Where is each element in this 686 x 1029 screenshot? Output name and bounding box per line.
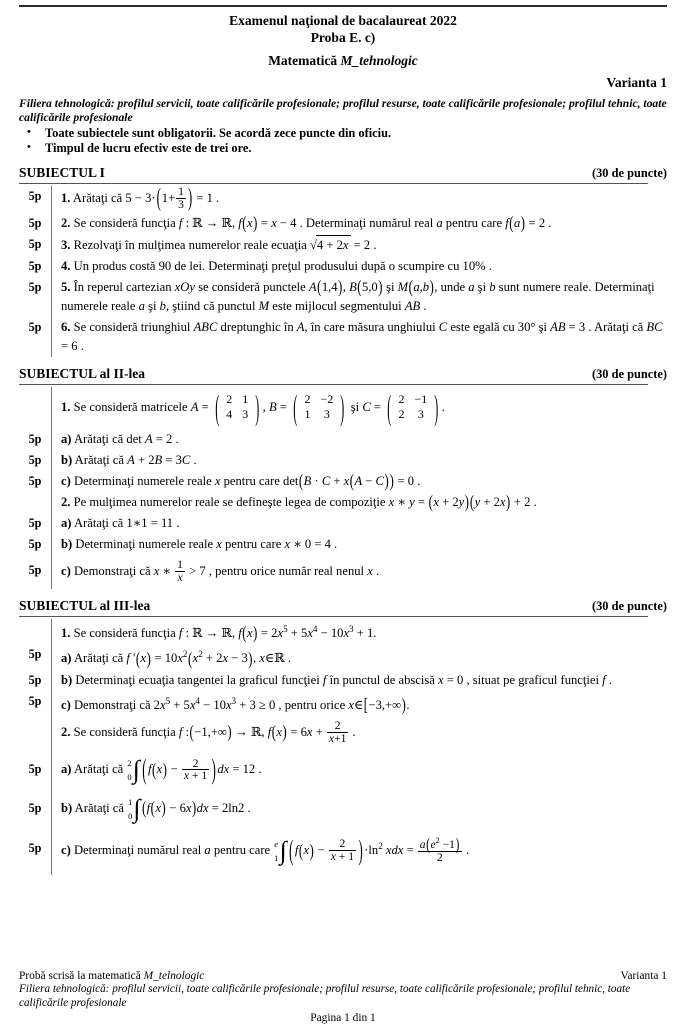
points-cell: 5p: [28, 189, 42, 203]
problem-row: [19, 387, 667, 429]
problem-text: a) Arătaţi că 2 0 ∫ ( f(x) − $\frac{2}{x + 1}$ ) dx = 12 .: [61, 752, 262, 786]
problem-text: b) Arătaţi că 1 0 ∫ (f(x) − 6x)dx = 2ln2 .: [61, 793, 251, 823]
exam-subject: [19, 53, 667, 69]
points-cell: 5p: [28, 762, 42, 777]
points-cell: 5p: [28, 279, 42, 294]
problem-row: [19, 183, 667, 213]
problem-text: 6. Se consideră triunghiul ABC dreptunghic în A, în care măsura unghiului C este egală cu 30° şi AB = 3 . Arătaţi că BC = 6 .: [61, 319, 663, 353]
problem-label: a): [61, 651, 72, 666]
points-cell: 5p: [28, 431, 42, 446]
problem-label: c): [61, 563, 71, 578]
problem-text: a) Arătaţi că 1∗1 = 11 .: [61, 515, 180, 530]
matrix-C-name: C: [362, 399, 371, 414]
problem-row: [19, 277, 667, 317]
instruction-item: • Toate subiectele sunt obligatorii. Se acordă zece puncte din oficiu.: [19, 126, 667, 141]
problem-text: b) Determinaţi ecuaţia tangentei la graficul funcţiei f în punctul de abscisă x = 0 , situat pe graficul funcţiei f .: [61, 672, 612, 687]
problem-text: 2. Pe mulţimea numerelor reale se defineşte legea de compoziţie x ∗ y = (x + 2y)(y + 2x) + 2 .: [61, 491, 537, 512]
problem-text: 1. Arătaţi că 5 − 3·(1+ $\frac{1}{3}$ ) = 1 .: [61, 183, 220, 212]
points-cell: 5p: [28, 215, 42, 230]
points-cell: 5p: [28, 473, 42, 488]
subject-code: M_tehnologic: [340, 53, 418, 68]
subject-prefix: Matematică: [268, 53, 341, 68]
points-cell: 5p: [28, 515, 42, 530]
conjunction: şi: [350, 399, 360, 414]
subject3-points: (30 de puncte): [591, 599, 667, 614]
problem-number: 1.: [61, 399, 71, 414]
points-cell: 5p: [28, 801, 42, 816]
points-cell: 5p: [28, 236, 42, 251]
problem-text: a) Arătaţi că det A = 2 .: [61, 431, 179, 446]
problem-text: 1. Se consideră funcţia f : ℝ → ℝ, $f(x) = 2x^5 + 5x^4 - 10x^3 + 1$.: [61, 623, 377, 644]
subject3-items: [19, 619, 667, 875]
problem-label: a): [61, 762, 72, 777]
points-cell: 5p: [28, 693, 42, 708]
problem-row: [19, 555, 667, 590]
exam-page: [0, 5, 686, 1029]
problem-row: [19, 644, 667, 669]
subject1-rule: [19, 183, 648, 184]
exam-variant: Varianta 1: [606, 75, 667, 90]
subject2-heading: [19, 366, 667, 382]
problem-number: 1.: [61, 626, 71, 641]
problem-text: 2. Se consideră funcţia f : ℝ → ℝ, f(x) = x − 4 . Determinaţi numărul real a pentru care f(a) = 2 .: [61, 212, 552, 233]
problem-text: 5. În reperul cartezian xOy se consideră punctele A(1,4), B(5,0) şi M(a,b), unde a şi b sunt numere reale. Determinaţi numerele reale a şi b, ştiind că punctul M este mijlocul segmentului AB .: [61, 276, 655, 313]
problem-row: [19, 450, 667, 471]
matrix-A-name: A: [190, 399, 199, 414]
subject2-rule: [19, 384, 648, 385]
points-cell: [19, 387, 51, 390]
problem-row: [19, 256, 667, 277]
matrix-A: ( 2 1 4 3 ): [215, 387, 260, 427]
footer-left: [19, 969, 204, 983]
problem-row: [19, 716, 667, 751]
problem-text: 1. Se consideră matricele A = ( 2 1 4 3 ) , B = ( 2 −2 1 3 ) şi C = ( 2 −1 2 3 ) .: [61, 387, 445, 427]
problem-text: 3. Rezolvaţi în mulţimea numerelor reale ecuaţia √4 + 2x = 2 .: [52, 234, 667, 256]
problem-number: 2.: [61, 494, 71, 509]
footer-page-number: Pagina 1 din 1: [310, 1012, 376, 1024]
problem-row: [19, 317, 667, 357]
footer-filiera: Filiera tehnologică: profilul servicii, toate calificările profesionale; profilul resurse, toate calificările profesionale; profilul tehnic, toate calificările profesionale: [19, 983, 631, 1009]
points-cell: [19, 492, 51, 495]
subject2-items: [19, 387, 667, 590]
problem-label: a): [61, 431, 72, 446]
top-rule: [19, 5, 667, 7]
problem-text: b) Determinaţi numerele reale x pentru care x ∗ 0 = 4 .: [61, 536, 338, 551]
problem-row: [19, 534, 667, 555]
problem-number: 4.: [61, 258, 71, 273]
problem-row: [19, 691, 667, 716]
problem-text: c) Determinaţi numerele reale x pentru care det(B · C + x(A − C)) = 0 .: [61, 470, 421, 491]
problem-text: 2. Se consideră funcţia f :(−1,+∞) → ℝ, f(x) = 6x + $\frac{2}{x+1}$ .: [61, 718, 356, 745]
problem-text: b) Arătaţi că A + 2B = 3C .: [61, 452, 197, 467]
footer-variant: Varianta 1: [620, 970, 667, 982]
problem-number: 1.: [61, 191, 71, 206]
problem-row: [19, 513, 667, 534]
problem-text: c) Demonstraţi că x ∗ $\frac{1}{x}$ > 7 , pentru orice număr real nenul x .: [61, 557, 380, 584]
points-cell: 5p: [28, 647, 42, 662]
points-cell: 5p: [28, 672, 42, 687]
subject2-points: (30 de puncte): [591, 366, 667, 381]
problem-row: [19, 234, 667, 256]
problem-text: a) Arătaţi că f '$(x) = 10x^2(x^2 + 2x - 3)$, x∈ℝ .: [61, 648, 291, 669]
footer-left-prefix: Probă scrisă la matematică: [19, 970, 144, 982]
problem-label: c): [61, 843, 71, 858]
subject2-title: SUBIECTUL al II-lea: [19, 365, 146, 381]
matrix-C: ( 2 −1 2 3 ): [387, 387, 439, 427]
subject3-heading: [19, 598, 667, 614]
problem-row: [19, 791, 667, 827]
subject1-items: [19, 183, 667, 357]
document-header: [19, 13, 667, 156]
problem-row: [19, 827, 667, 875]
integral-0-2: 2 0 ∫: [127, 755, 140, 785]
subject3-rule: [19, 616, 648, 617]
problem-label: b): [61, 452, 73, 467]
points-cell: [19, 716, 51, 719]
subject1-heading: [19, 165, 667, 181]
points-cell: 5p: [28, 536, 42, 551]
problem-text: 4. Un produs costă 90 de lei. Determinaţi preţul produsului după o scumpire cu 10% .: [61, 258, 492, 273]
instruction-item: • Timpul de lucru efectiv este de trei ore.: [19, 141, 667, 156]
problem-label: c): [61, 473, 71, 488]
problem-number: 6.: [61, 319, 71, 334]
points-cell: [19, 619, 51, 622]
problem-row: [19, 492, 667, 513]
problem-text: c) Determinaţi numărul real a pentru care e 1 ∫ ( f(x) − $\frac{2}{x + 1}$ ) $\cdot\ln^2$ xdx = $\frac{a(e^2 -1)}{2}$ .: [61, 833, 470, 866]
problem-label: b): [61, 801, 73, 816]
filiera-note: Filiera tehnologică: profilul servicii, toate calificările profesionale; profilul resurse, toate calificările profesionale; profilul tehnic, toate calificările profesionale: [19, 97, 667, 124]
subject1-points: (30 de puncte): [591, 166, 667, 180]
problem-row: [19, 471, 667, 492]
problem-label: b): [61, 672, 73, 687]
problem-number: 3.: [61, 237, 71, 252]
points-cell: 5p: [28, 562, 42, 577]
matrices-intro: Se consideră matricele: [73, 399, 188, 414]
problem-row: [19, 750, 667, 791]
instructions-list: [19, 126, 667, 156]
problem-number: 5.: [61, 279, 71, 294]
problem-label: c): [61, 697, 71, 712]
integral-0-1: 1 0 ∫: [128, 793, 141, 823]
points-cell: 5p: [28, 452, 42, 467]
integral-1-e: e 1 ∫: [274, 836, 287, 866]
points-cell: 5p: [28, 258, 42, 273]
problem-number: 2.: [61, 725, 71, 740]
document-footer: [19, 969, 667, 1025]
matrix-B: ( 2 −2 1 3 ): [293, 387, 345, 427]
footer-top-row: [19, 969, 667, 983]
footer-subject-code: M_telnologic: [143, 970, 205, 982]
points-cell: 5p: [28, 841, 42, 856]
subject1-title: SUBIECTUL I: [19, 165, 105, 180]
problem-row: [19, 619, 667, 644]
problem-text: c) Demonstraţi că $2x^5 + 5x^4 - 10x^3 + 3 \ge 0$ , pentru orice x∈[−3,+∞).: [61, 694, 410, 715]
problem-row: [19, 670, 667, 691]
exam-title: Examenul naţional de bacalaureat 2022: [229, 13, 457, 28]
problem-label: a): [61, 515, 72, 530]
subject3-title: SUBIECTUL al III-lea: [19, 598, 151, 614]
exam-proba: Proba E. c): [310, 30, 376, 45]
problem-label: b): [61, 536, 73, 551]
points-cell: 5p: [28, 319, 42, 334]
problem-number: 2.: [61, 215, 71, 230]
matrix-B-name: B: [268, 399, 277, 414]
problem-row: [19, 213, 667, 234]
